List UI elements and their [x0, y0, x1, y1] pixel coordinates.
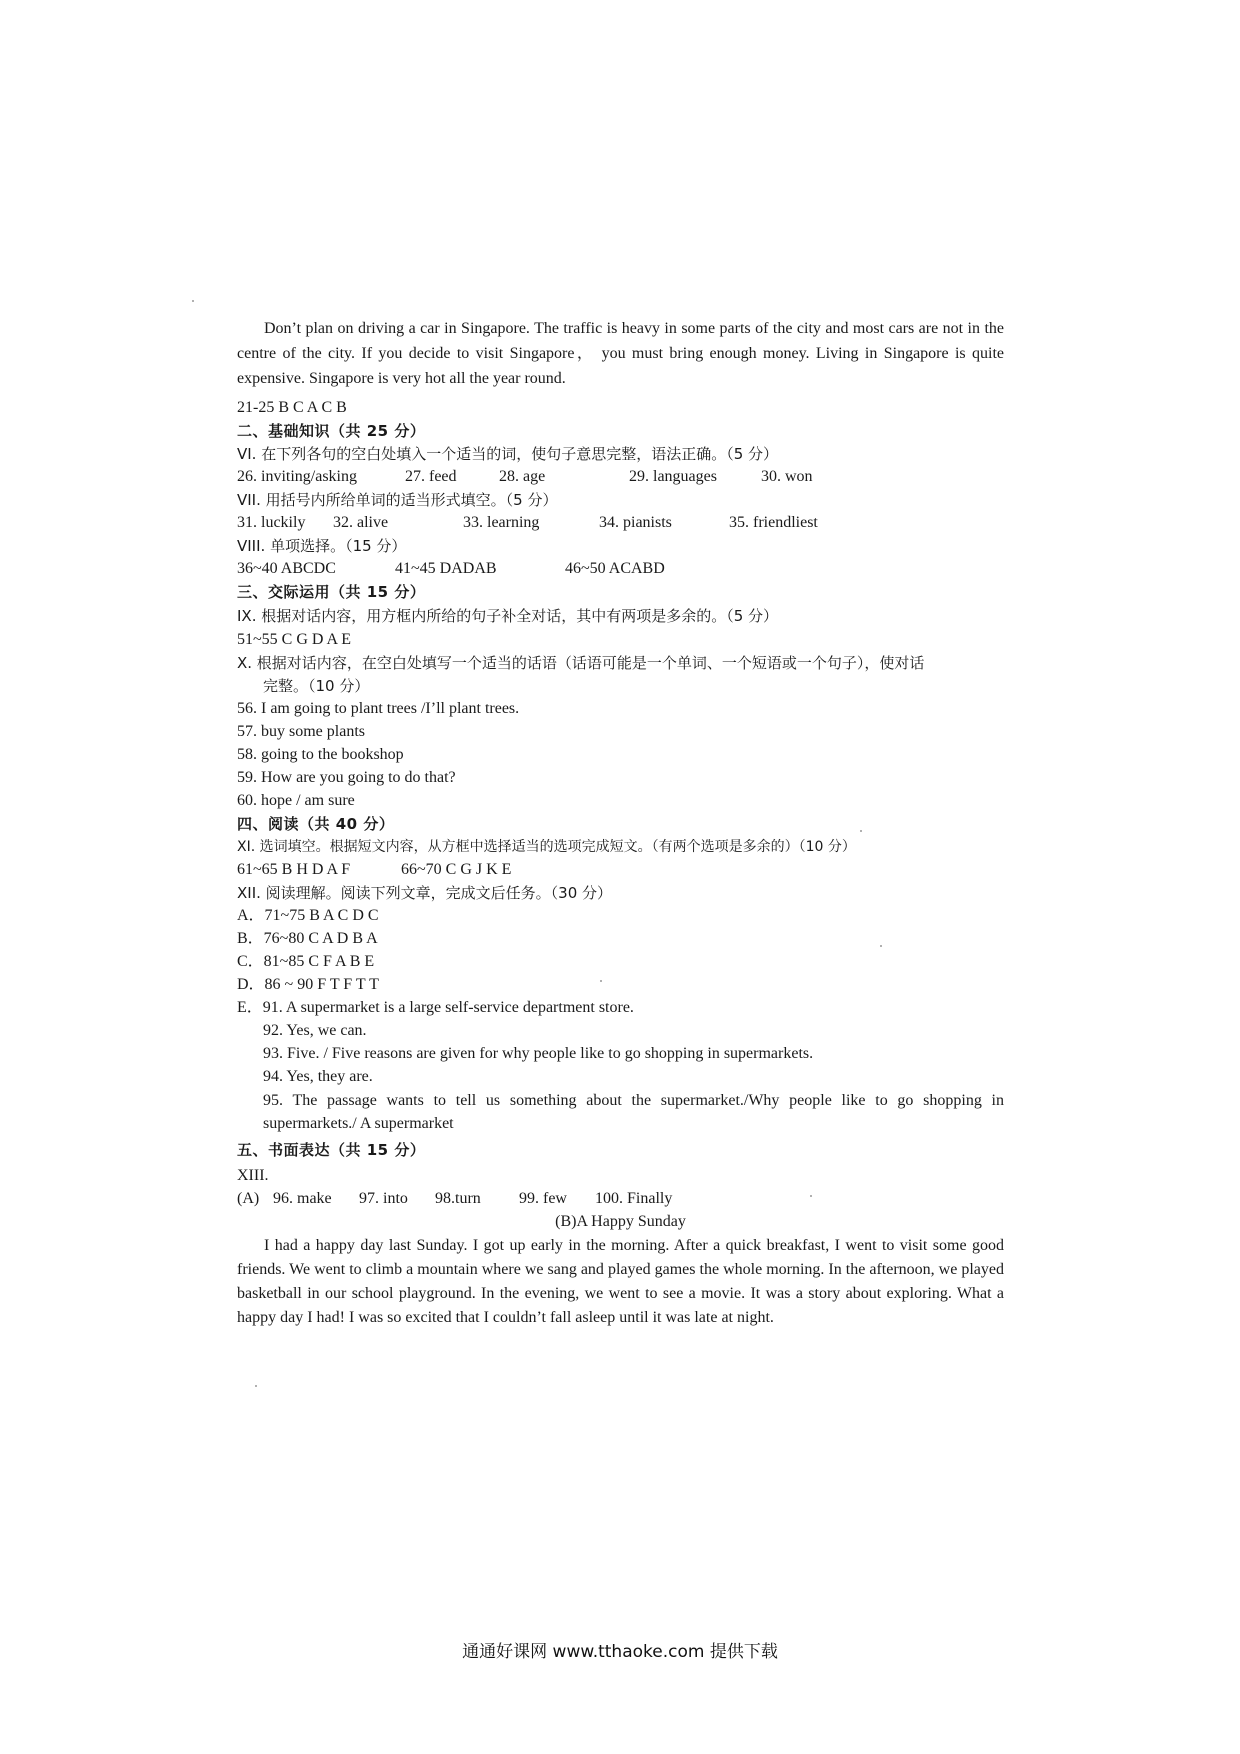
- section-vii-answers: [237, 512, 1004, 535]
- answer-71-75: A．71~75 B A C D C: [237, 907, 379, 924]
- answer-81-85: C．81~85 C F A B E: [237, 953, 375, 970]
- section-xi-answers: [237, 859, 1004, 882]
- essay-paragraph: I had a happy day last Sunday. I got up early in the morning. After a quick breakfast, I went to visit some good friends. We went to climb a mountain where we sang and played games the whole morning. In the afternoon, we played basketball in our school playground. In the evening, we went to see a movie. It was a story about exploring. What a happy day I had! I was so excited that I couldn’t fall asleep until it was late at night.: [237, 1237, 1004, 1326]
- answer-46-50: 46~50 ACABD: [565, 560, 665, 577]
- section-viii-answers: [237, 558, 1004, 581]
- section-x-title-line1: X. 根据对话内容，在空白处填写一个适当的话语（话语可能是一个单词、一个短语或一个句子），使对话: [237, 654, 925, 672]
- passage-paragraph: Don’t plan on driving a car in Singapore. The traffic is heavy in some parts of the city and most cars are not in the centre of the city. If you decide to visit Singapore， you must bring enough money. Living in Singapore is quite expensive. Singapore is very hot all the year round.: [237, 320, 1004, 387]
- answer-91-row: [237, 997, 1004, 1020]
- answer-21-25: 21-25 B C A C B: [237, 399, 347, 416]
- section-x-title-line2: 完整。（10 分）: [263, 677, 370, 695]
- answer-76-80: B．76~80 C A D B A: [237, 930, 378, 947]
- section-xiii-label: XIII.: [237, 1167, 269, 1184]
- part-e-label: E．: [237, 999, 263, 1016]
- answer-92: 92. Yes, we can.: [263, 1022, 367, 1039]
- section-viii-title: VIII. 单项选择。（15 分）: [237, 537, 407, 555]
- section-2-heading: 二、基础知识（共 25 分）: [237, 422, 426, 440]
- answer-28: 28. age: [499, 468, 546, 485]
- answer-98: 98.turn: [435, 1190, 481, 1207]
- answer-56: 56. I am going to plant trees /I’ll plant trees.: [237, 700, 520, 717]
- section-vii-title: VII. 用括号内所给单词的适当形式填空。（5 分）: [237, 491, 558, 509]
- answer-91: 91. A supermarket is a large self-service department store.: [262, 999, 634, 1016]
- answer-57: 57. buy some plants: [237, 723, 365, 740]
- scan-speck: [192, 300, 194, 302]
- answer-95: 95. The passage wants to tell us something about the supermarket./Why people like to go shopping in supermarkets./ A supermarket: [263, 1092, 1004, 1132]
- answer-30: 30. won: [761, 468, 813, 485]
- answer-99: 99. few: [519, 1190, 567, 1207]
- page-footer: 通通好课网 www.tthaoke.com 提供下载: [462, 1642, 778, 1662]
- section-xiii-a-answers: [237, 1188, 1004, 1211]
- answer-34: 34. pianists: [599, 514, 672, 531]
- answer-26: 26. inviting/asking: [237, 468, 357, 485]
- answer-61-65: 61~65 B H D A F: [237, 861, 351, 878]
- answer-29: 29. languages: [629, 468, 717, 485]
- answer-58: 58. going to the bookshop: [237, 746, 404, 763]
- answer-93: 93. Five. / Five reasons are given for why people like to go shopping in supermarkets.: [263, 1045, 814, 1062]
- part-a-label: (A): [237, 1190, 260, 1207]
- section-vi-title: VI. 在下列各句的空白处填入一个适当的词，使句子意思完整，语法正确。（5 分）: [237, 445, 779, 463]
- answer-32: 32. alive: [333, 514, 389, 531]
- answer-31: 31. luckily: [237, 514, 306, 531]
- section-xii-title: XII. 阅读理解。阅读下列文章，完成文后任务。（30 分）: [237, 884, 613, 902]
- scan-speck: [255, 1385, 257, 1387]
- answer-59: 59. How are you going to do that?: [237, 769, 456, 786]
- section-ix-title: IX. 根据对话内容，用方框内所给的句子补全对话，其中有两项是多余的。（5 分）: [237, 607, 779, 625]
- answer-27: 27. feed: [405, 468, 457, 485]
- section-vi-answers: [237, 466, 1004, 489]
- answer-51-55: 51~55 C G D A E: [237, 631, 351, 648]
- answer-41-45: 41~45 DADAB: [395, 560, 497, 577]
- answer-key: [237, 316, 1004, 1330]
- section-3-heading: 三、交际运用（共 15 分）: [237, 583, 426, 601]
- answer-86-90: D．86 ~ 90 F T F T T: [237, 976, 379, 993]
- answer-33: 33. learning: [463, 514, 540, 531]
- answer-60: 60. hope / am sure: [237, 792, 355, 809]
- section-5-heading: 五、书面表达（共 15 分）: [237, 1141, 426, 1159]
- answer-36-40: 36~40 ABCDC: [237, 560, 336, 577]
- answer-66-70: 66~70 C G J K E: [401, 861, 512, 878]
- answer-97: 97. into: [359, 1190, 408, 1207]
- essay-title: (B)A Happy Sunday: [555, 1213, 686, 1230]
- answer-96: 96. make: [273, 1190, 332, 1207]
- answer-100: 100. Finally: [595, 1190, 673, 1207]
- section-xi-title: XI. 选词填空。根据短文内容，从方框中选择适当的选项完成短文。（有两个选项是多余的）（10 分）: [237, 839, 856, 855]
- section-4-heading: 四、阅读（共 40 分）: [237, 815, 395, 833]
- answer-35: 35. friendliest: [729, 514, 818, 531]
- answer-94: 94. Yes, they are.: [263, 1068, 373, 1085]
